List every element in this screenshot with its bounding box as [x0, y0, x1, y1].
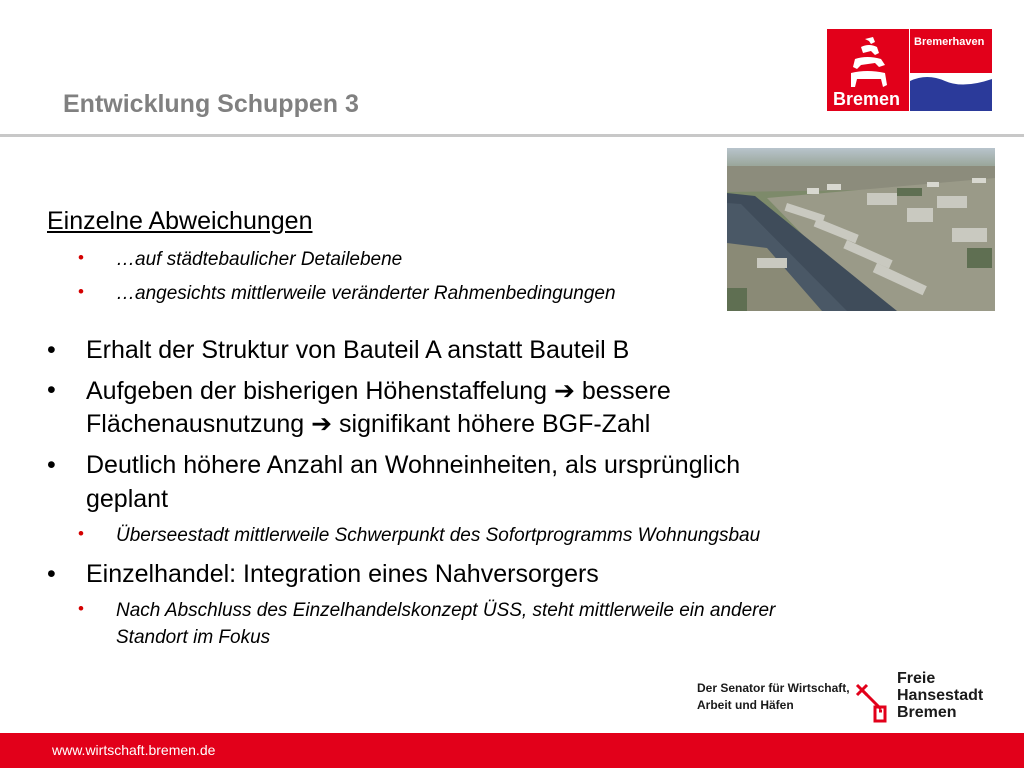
bullet-icon: • — [47, 451, 56, 479]
sub-bullet-item — [78, 524, 761, 547]
bullet-item — [47, 451, 741, 480]
subheading-einzelne-abweichungen: Einzelne Abweichungen — [47, 207, 313, 235]
sub-bullet-item — [78, 282, 616, 305]
bullet-item — [47, 376, 671, 406]
bullet-text: Erhalt der Struktur von Bauteil A anstatt Bauteil B — [86, 336, 630, 364]
logo-bremerhaven-text: Bremerhaven — [914, 36, 985, 48]
sub-bullet-item — [78, 599, 776, 622]
sub-bullet-text: …angesichts mittlerweile veränderter Rahmenbedingungen — [116, 283, 616, 304]
footer-website-link[interactable]: www.wirtschaft.bremen.de — [52, 742, 216, 758]
bremen-key-coat-of-arms-icon — [853, 681, 887, 723]
bullet-icon: • — [78, 282, 84, 301]
sub-bullet-continuation — [116, 627, 270, 649]
bullet-icon: • — [78, 599, 84, 618]
senator-line: Arbeit und Häfen — [697, 698, 794, 712]
senator-label — [697, 680, 850, 714]
bullet-icon: • — [47, 376, 56, 404]
bullet-text: geplant — [86, 485, 169, 513]
bullet-continuation — [86, 485, 168, 514]
bullet-text: Deutlich höhere Anzahl an Wohneinheiten, als ursprünglich — [86, 451, 741, 479]
bullet-text: Einzelhandel: Integration eines Nahversorgers — [86, 560, 599, 588]
bullet-continuation — [86, 409, 650, 439]
bullet-icon: • — [78, 248, 84, 267]
freie-line: Freie — [897, 670, 936, 687]
bullet-icon: • — [47, 560, 56, 588]
bullet-icon: • — [47, 336, 56, 364]
bremen-bremerhaven-logo — [827, 29, 992, 111]
freie-line: Bremen — [897, 704, 957, 721]
freie-line: Hansestadt — [897, 687, 984, 704]
bullet-text: Aufgeben der bisherigen Höhenstaffelung ➔ bessere — [86, 377, 671, 405]
bullet-icon: • — [78, 524, 84, 543]
sub-bullet-item — [78, 248, 403, 271]
bullet-item — [47, 336, 630, 365]
aerial-harbour-photo — [727, 148, 995, 311]
bullet-text: Flächenausnutzung ➔ signifikant höhere BGF-Zahl — [86, 410, 651, 438]
sub-bullet-text: …auf städtebaulicher Detailebene — [116, 249, 403, 270]
sub-bullet-text: Überseestadt mittlerweile Schwerpunkt des Sofortprogramms Wohnungsbau — [116, 525, 761, 546]
slide-title: Entwicklung Schuppen 3 — [63, 90, 359, 118]
logo-bremen-text: Bremen — [833, 89, 901, 109]
freie-hansestadt-label — [897, 670, 983, 721]
title-divider — [0, 134, 1024, 137]
sub-bullet-text: Nach Abschluss des Einzelhandelskonzept ÜSS, steht mittlerweile ein anderer — [116, 600, 776, 621]
bullet-item — [47, 560, 599, 589]
sub-bullet-text: Standort im Fokus — [116, 627, 271, 648]
senator-line: Der Senator für Wirtschaft, — [697, 681, 850, 695]
